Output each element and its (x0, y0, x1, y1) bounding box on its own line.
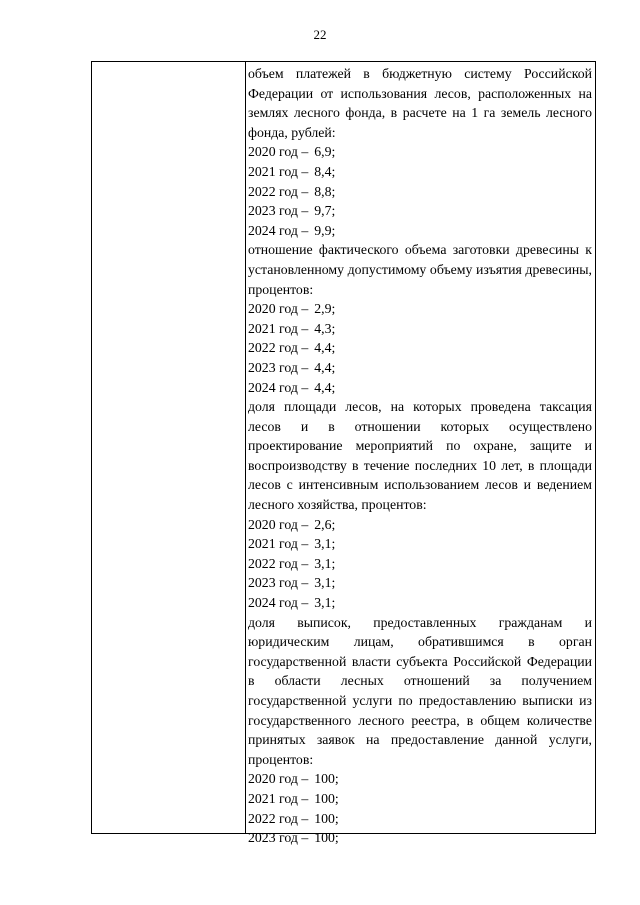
indicator-value: 9,7; (314, 203, 336, 219)
indicator-value: 100; (314, 771, 339, 787)
year-label: 2020 год – (248, 771, 309, 787)
indicator-value: 100; (314, 830, 339, 846)
year-value-row (248, 515, 592, 535)
indicator-value: 8,4; (314, 163, 336, 179)
indicator-value: 2,6; (314, 516, 336, 532)
year-label: 2022 год – (248, 340, 309, 356)
year-value-row (248, 319, 592, 339)
year-value-row (248, 182, 592, 202)
indicator-value: 3,1; (314, 575, 336, 591)
indicator-value: 100; (314, 790, 339, 806)
indicator-description-taxation: доля площади лесов, на которых проведена таксация лесов и в отношении которых осуществлено проектирование мероприятий по охране, защите и воспроизводству в течение последних 10 лет, в площади лесов с интенсивным использованием лесов и ведением лесного хозяйства, процентов: (248, 399, 592, 513)
year-label: 2021 год – (248, 536, 309, 552)
indicator-list (248, 64, 592, 848)
indicator-value: 8,8; (314, 183, 336, 199)
year-value-row (248, 769, 592, 789)
indicator-value: 2,9; (314, 301, 336, 317)
indicator-description-extracts: доля выписок, предоставленных гражданам и юридическим лицам, обратившимся в орган государственной власти субъекта Российской Федерации в области лесных отношений за получением государственной услуги по предоставлению выписки из государственного лесного реестра, в общем количестве принятых заявок на предоставление данной услуги, процентов: (248, 614, 592, 767)
indicator-value: 3,1; (314, 536, 336, 552)
year-value-row (248, 299, 592, 319)
year-value-row (248, 809, 592, 829)
year-value-row (248, 789, 592, 809)
year-label: 2024 год – (248, 379, 309, 395)
year-label: 2023 год – (248, 203, 309, 219)
year-label: 2020 год – (248, 301, 309, 317)
year-label: 2023 год – (248, 575, 309, 591)
year-value-row (248, 201, 592, 221)
year-value-row (248, 378, 592, 398)
year-label: 2021 год – (248, 163, 309, 179)
year-label: 2020 год – (248, 144, 309, 160)
year-value-row (248, 573, 592, 593)
year-label: 2023 год – (248, 359, 309, 375)
document-table (91, 61, 596, 846)
indicator-value: 3,1; (314, 555, 336, 571)
indicator-value: 100; (314, 810, 339, 826)
year-value-row (248, 338, 592, 358)
year-value-row (248, 221, 592, 241)
year-value-row (248, 828, 592, 848)
indicator-value: 4,4; (314, 359, 336, 375)
year-value-row (248, 534, 592, 554)
year-value-row (248, 554, 592, 574)
page-number: 22 (313, 27, 327, 42)
year-label: 2022 год – (248, 183, 309, 199)
indicator-value: 4,4; (314, 379, 336, 395)
year-label: 2023 год – (248, 830, 309, 846)
indicator-description-harvest: отношение фактического объема заготовки древесины к установленному допустимому объему изъятия древесины, процентов: (248, 242, 592, 297)
indicator-value: 9,9; (314, 222, 336, 238)
year-label: 2020 год – (248, 516, 309, 532)
year-value-row (248, 358, 592, 378)
year-label: 2022 год – (248, 810, 309, 826)
indicator-value: 4,4; (314, 340, 336, 356)
indicator-value: 3,1; (314, 595, 336, 611)
indicator-description-payments: объем платежей в бюджетную систему Российской Федерации от использования лесов, расположенных на землях лесного фонда, в расчете на 1 га земель лесного фонда, рублей: (248, 66, 592, 140)
indicator-value: 4,3; (314, 320, 336, 336)
year-value-row (248, 142, 592, 162)
year-label: 2024 год – (248, 595, 309, 611)
year-label: 2021 год – (248, 320, 309, 336)
column-divider (245, 62, 246, 833)
indicator-value: 6,9; (314, 144, 336, 160)
year-value-row (248, 162, 592, 182)
year-label: 2024 год – (248, 222, 309, 238)
year-label: 2022 год – (248, 555, 309, 571)
year-value-row (248, 593, 592, 613)
year-label: 2021 год – (248, 790, 309, 806)
